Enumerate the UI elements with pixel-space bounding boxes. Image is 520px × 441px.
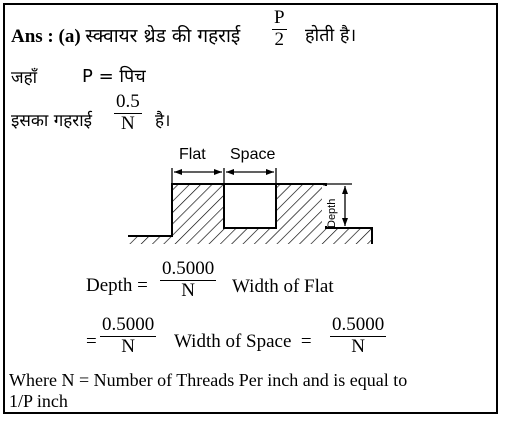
where-label: जहाँ [11,68,38,88]
width-of-space-text: Width of Space = [174,331,312,352]
fraction-denominator: N [121,335,135,357]
depth-statement-tail: है। [155,111,171,131]
note-line-1: Where N = Number of Threads Per inch and is equal to [9,370,408,390]
pitch-definition: P = पिच [82,66,146,87]
fraction-denominator: 2 [274,28,285,50]
depth-formula-lhs: Depth = [86,275,148,296]
fraction-denominator: N [121,112,135,134]
answer-line-1-tail: होती है। [305,25,357,46]
equals-sign: = [86,331,97,352]
fraction-numerator: P [274,7,285,28]
fraction-numerator: 0.5000 [332,314,385,335]
space-label: Space [230,146,276,163]
note-line-2: 1/P inch [9,391,68,411]
option-label: (a) [58,26,81,47]
depth-statement: इसका गहराई [11,111,93,131]
depth-label: Depth [326,198,338,228]
square-thread-depth-text: स्क्वायर थ्रेड की गहराई [85,25,241,47]
fraction-denominator: N [351,335,365,357]
fraction-0.5000-over-n-second [100,315,156,358]
fraction-0.5000-over-n-third [330,315,386,358]
fraction-numerator: 0.5000 [162,258,215,279]
fraction-0.5000-over-n [160,259,216,302]
fraction-denominator: N [181,279,195,301]
fraction-numerator: 0.5000 [102,314,155,335]
fraction-numerator: 0.5 [116,91,140,112]
flat-label: Flat [179,146,206,163]
width-of-flat-text: Width of Flat [232,276,334,297]
ans-label: Ans : [11,26,54,47]
